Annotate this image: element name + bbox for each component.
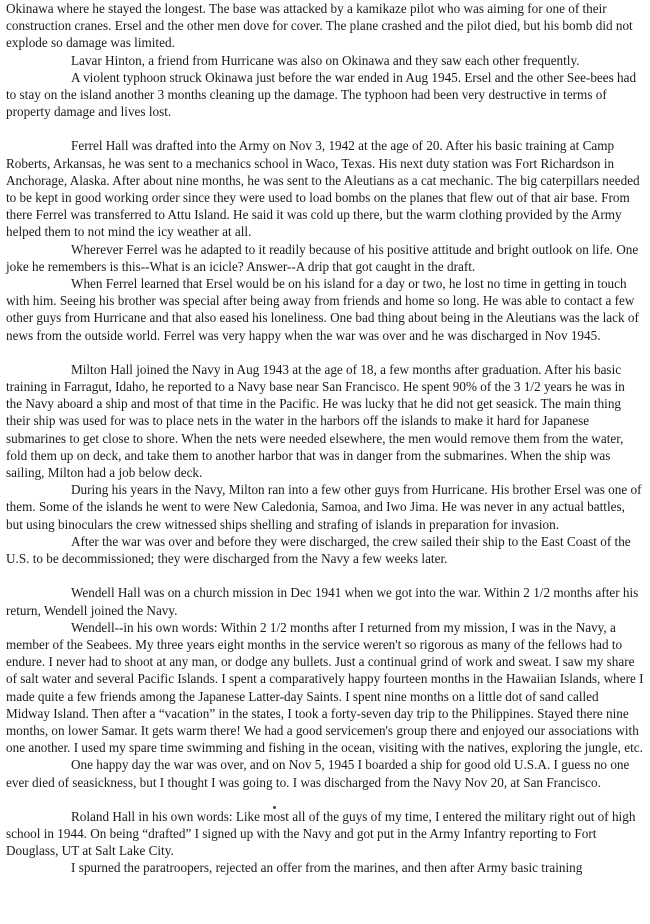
paragraph: Okinawa where he stayed the longest. The base was attacked by a kamikaze pilot who was aiming for one of their construction cranes. Ersel and the other men dove for cover. The plane crashed and the pilot died, but his bomb did not explode so damage was limited.	[6, 1, 633, 51]
paragraph: Ferrel Hall was drafted into the Army on Nov 3, 1942 at the age of 20. After his basic training at Camp Roberts, Arkansas, he was sent to a mechanics school in Waco, Texas. His next duty station was Fort Richardson in Anchorage, Alaska. After about nine months, he was sent to the Aleutians as a cat mechanic. The big caterpillars needed to be kept in good working order since they were used to load bombs on the planes that flew out of that air base. From there Ferrel was transferred to Attu Island. He said it was cold up there, but the warm clothing provided by the Army helped them to not mind the icy weather at all.	[6, 138, 640, 240]
section-roland-hall	[6, 808, 644, 877]
paragraph: A violent typhoon struck Okinawa just before the war ended in Aug 1945. Ersel and the other See-bees had to stay on the island another 3 months cleaning up the damage. The typhoon had been very destructive in terms of property damage and lives lost.	[6, 69, 637, 120]
scan-speck	[273, 806, 276, 809]
paragraph: After the war was over and before they were discharged, the crew sailed their ship to the East Coast of the U.S. to be decommissioned; they were discharged from the Navy a few weeks later.	[6, 533, 631, 567]
section-okinawa	[6, 0, 644, 120]
paragraph: Lavar Hinton, a friend from Hurricane was also on Okinawa and they saw each other frequently.	[71, 52, 580, 68]
section-wendell-hall	[6, 584, 644, 790]
paragraph: Wendell Hall was on a church mission in Dec 1941 when we got into the war. Within 2 1/2 months after his return, Wendell joined the Navy.	[6, 585, 639, 618]
paragraph: One happy day the war was over, and on Nov 5, 1945 I boarded a ship for good old U.S.A. I guess no one ever died of seasickness, but I thought I was going to. I was discharged from the Navy Nov 20, at San Francisco.	[6, 757, 630, 790]
section-ferrel-hall	[6, 137, 644, 343]
paragraph: Wendell--in his own words: Within 2 1/2 months after I returned from my mission, I was in the Navy, a member of the Seabees. My three years eight months in the service weren't so rigorous as many of the fellows had to endure. I never had to shoot at any man, or dodge any bullets. Just a continual grind of work and sweat. I saw my share of salt water and several Pacific Islands. I spent a comparatively happy fourteen months in the Hawaiian Islands, where I made quite a few friends among the Japanese Latter-day Saints. I spent nine months on a little dot of sand called Midway Island. Then after a “vacation” in the states, I took a forty-seven day trip to the Philippines. Stayed there nine months, on lower Samar. It gets warm there! We had a good servicemen's group there and enjoyed our associations with one another. I used my spare time swimming and fishing in the ocean, visiting with the natives, exploring the jungle, etc.	[6, 619, 644, 756]
paragraph: Wherever Ferrel was he adapted to it readily because of his positive attitude and bright outlook on life. One joke he remembers is this--What is an icicle? Answer--A drip that got caught in the draft.	[6, 241, 639, 274]
paragraph: During his years in the Navy, Milton ran into a few other guys from Hurricane. His brother Ersel was one of them. Some of the islands he went to were New Caledonia, Samoa, and Iwo Jima. He was never in any actual battles, but using binoculars the crew witnessed ships shelling and strafing of islands in preparation for invasion.	[6, 482, 642, 532]
paragraph: I spurned the paratroopers, rejected an offer from the marines, and then after Army basic training	[71, 860, 583, 876]
paragraph: Roland Hall in his own words: Like most all of the guys of my time, I entered the military right out of high school in 1944. On being “drafted” I signed up with the Navy and got put in the Army Infantry reporting to Fort Douglass, UT at Salt Lake City.	[6, 808, 636, 859]
paragraph: When Ferrel learned that Ersel would be on his island for a day or two, he lost no time in getting in touch with him. Seeing his brother was special after being away from friends and home so long. He was able to contact a few other guys from Hurricane and that also eased his loneliness. One bad thing about being in the Aleutians was the lack of news from the outside world. Ferrel was very happy when the war was over and he was discharged in Nov 1945.	[6, 276, 639, 343]
section-milton-hall	[6, 361, 644, 567]
paragraph: Milton Hall joined the Navy in Aug 1943 at the age of 18, a few months after graduation. After his basic training in Farragut, Idaho, he reported to a Navy base near San Francisco. He spent 90% of the 3 1/2 years he was in the Navy aboard a ship and most of that time in the Pacific. He was lucky that he did not get seasick. The main thing their ship was used for was to place nets in the water in the harbors off the islands to make it hard for Japanese submarines to get close to shore. When the nets were needed elsewhere, the men would remove them from the water, fold them up on deck, and take them to another harbor that was in danger from the submarines. When the ship was sailing, Milton had a job below deck.	[6, 361, 625, 481]
